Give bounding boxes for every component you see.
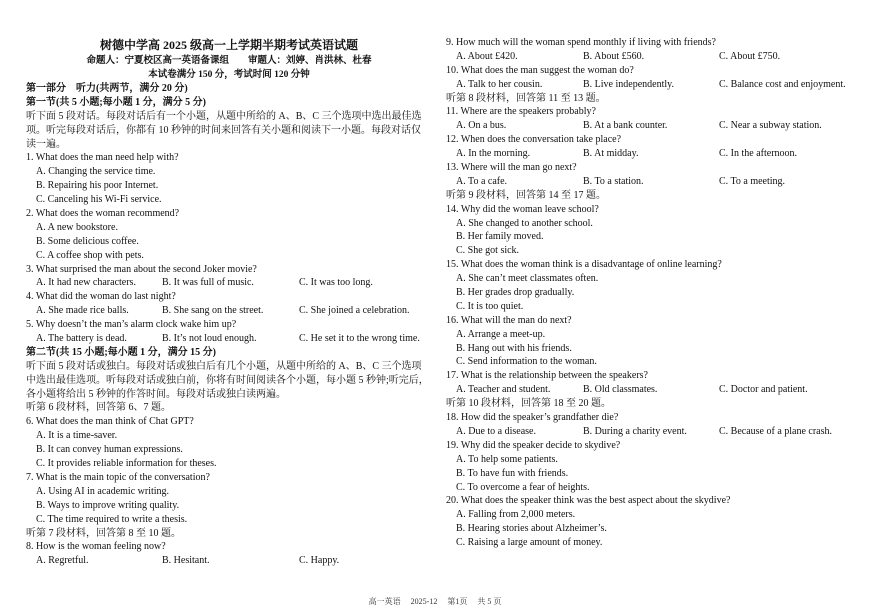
answer-option: B. It’s not loud enough.: [162, 333, 257, 345]
text-line: 4. What did the woman do last night?: [26, 291, 176, 303]
answer-option: C. The time required to write a thesis.: [36, 513, 188, 525]
answer-option: B. Hang out with his friends.: [456, 342, 572, 354]
text-line: 听第 8 段材料，回答第 11 至 13 题。: [446, 92, 606, 104]
answer-option: B. To a station.: [583, 175, 644, 187]
text-line: 18. How did the speaker’s grandfather die?: [446, 412, 619, 424]
exam-authors: 命题人：宁夏校区高一英语备课组 审题人：刘婷、肖洪林、杜春: [86, 56, 372, 66]
footer-date: 2025-12: [410, 597, 438, 606]
text-line: 各小题将给出 5 秒钟的作答时间。每段对话或独白读两遍。: [26, 388, 286, 400]
answer-option: B. Her family moved.: [456, 231, 544, 243]
text-line: 8. How is the woman feeling now?: [26, 541, 166, 553]
answer-option: C. She got sick.: [456, 245, 520, 257]
text-line: 项。听完每段对话后，你都有 10 秒钟的时间来回答有关小题和阅读下一小题。每段对话仅: [26, 124, 421, 136]
answer-option: A. Teacher and student.: [456, 384, 551, 396]
answer-options-row: [26, 554, 434, 568]
text-line: 听下面 5 段对话。每段对话后有一个小题，从题中所给的 A、B、C 三个选项中选出最佳选: [26, 110, 422, 122]
text-line: 9. How much will the woman spend monthly if living with friends?: [446, 37, 716, 48]
text-line: 13. Where will the man go next?: [446, 162, 577, 174]
text-line: 7. What is the main topic of the conversation?: [26, 471, 210, 483]
answer-option: A. It had new characters.: [36, 277, 136, 289]
exam-title: 树德中学高 2025 级高一上学期半期考试英语试题: [99, 38, 358, 52]
answer-option: B. Hesitant.: [162, 555, 210, 567]
text-line: 11. Where are the speakers probably?: [446, 106, 596, 118]
answer-option: A. In the morning.: [456, 148, 531, 160]
answer-option: B. Some delicious coffee.: [36, 235, 139, 247]
answer-option: A. Changing the service time.: [36, 166, 156, 178]
answer-option: C. Doctor and patient.: [719, 384, 808, 396]
answer-options-row: [446, 50, 860, 64]
answer-option: B. Her grades drop gradually.: [456, 287, 575, 299]
answer-option: B. To have fun with friends.: [456, 467, 569, 479]
answer-option: A. To help some patients.: [456, 453, 558, 465]
text-line: 6. What does the man think of Chat GPT?: [26, 416, 194, 428]
answer-option: A. Regretful.: [36, 555, 89, 567]
section-heading: 第一部分 听力(共两节，满分 20 分): [26, 83, 188, 94]
answer-options-row: [26, 332, 434, 346]
text-line: 听第 6 段材料，回答第 6、7 题。: [26, 402, 171, 414]
text-line: 听下面 5 段对话或独白。每段对话或独白后有几个小题，从题中所给的 A、B、C 三个选项: [26, 360, 422, 372]
answer-option: C. To a meeting.: [719, 175, 786, 187]
answer-option: A. Due to a disease.: [456, 425, 536, 437]
section-heading: 第二节(共 15 小题;每小题 1 分，满分 15 分): [26, 346, 216, 358]
text-line: 17. What is the relationship between the speakers?: [446, 370, 648, 382]
answer-option: B. About £560.: [583, 50, 645, 62]
answer-option: A. She changed to another school.: [456, 217, 593, 229]
answer-options-row: [446, 425, 860, 439]
answer-option: C. He set it to the wrong time.: [299, 333, 420, 345]
text-line: 14. Why did the woman leave school?: [446, 203, 599, 215]
answer-option: A. It is a time-saver.: [36, 430, 118, 442]
answer-option: A. Arrange a meet-up.: [456, 328, 546, 340]
answer-option: B. She sang on the street.: [162, 305, 264, 317]
answer-options-row: [26, 276, 434, 290]
answer-option: C. She joined a celebration.: [299, 305, 410, 317]
answer-option: C. Near a subway station.: [719, 120, 822, 132]
answer-option: B. Hearing stories about Alzheimer’s.: [456, 523, 607, 535]
answer-option: A. To a cafe.: [456, 175, 508, 187]
answer-option: B. Live independently.: [583, 78, 674, 90]
answer-option: A. A new bookstore.: [36, 221, 118, 233]
text-line: 中选出最佳选项。听每段对话或独白前，你将有时间阅读各个小题，每小题 5 秒钟;听完后，: [26, 374, 429, 386]
left-column: [26, 82, 434, 568]
answer-option: C. About £750.: [719, 50, 781, 62]
text-line: 听第 9 段材料，回答第 14 至 17 题。: [446, 189, 606, 201]
answer-options-row: [446, 383, 860, 397]
footer-page: 第1页: [447, 597, 468, 606]
footer-subject: 高一英语: [368, 597, 401, 606]
answer-option: A. The battery is dead.: [36, 333, 127, 345]
answer-option: A. She can’t meet classmates often.: [456, 273, 599, 285]
text-line: 听第 7 段材料，回答第 8 至 10 题。: [26, 527, 181, 539]
answer-options-row: [446, 175, 860, 189]
text-line: 2. What does the woman recommend?: [26, 208, 180, 220]
answer-option: B. Old classmates.: [583, 384, 658, 396]
answer-option: A. Falling from 2,000 meters.: [456, 509, 576, 521]
right-column: [446, 36, 860, 550]
page-footer: [0, 596, 870, 607]
answer-option: C. Happy.: [299, 555, 340, 567]
answer-option: C. A coffee shop with pets.: [36, 249, 144, 261]
answer-option: B. Repairing his poor Internet.: [36, 180, 159, 192]
answer-option: C. Raising a large amount of money.: [456, 537, 603, 549]
answer-option: C. Balance cost and enjoyment.: [719, 78, 846, 90]
answer-option: C. It provides reliable information for theses.: [36, 458, 217, 470]
answer-option: A. Talk to her cousin.: [456, 78, 543, 90]
answer-option: C. To overcome a fear of heights.: [456, 481, 590, 493]
answer-option: C. It was too long.: [299, 277, 373, 289]
answer-option: C. Send information to the woman.: [456, 356, 597, 368]
text-line: 15. What does the woman think is a disadvantage of online learning?: [446, 259, 722, 271]
answer-option: B. At midday.: [583, 148, 639, 160]
answer-options-row: [446, 147, 860, 161]
text-line: 12. When does the conversation take place?: [446, 134, 622, 146]
text-line: 20. What does the speaker think was the best aspect about the skydive?: [446, 495, 731, 507]
answer-option: B. Ways to improve writing quality.: [36, 499, 180, 511]
text-line: 10. What does the man suggest the woman do?: [446, 64, 634, 76]
text-line: 16. What will the man do next?: [446, 314, 572, 326]
exam-score-time: 本试卷满分 150 分，考试时间 120 分钟: [148, 70, 310, 80]
answer-options-row: [446, 78, 860, 92]
answer-option: B. It can convey human expressions.: [36, 444, 183, 456]
answer-option: C. In the afternoon.: [719, 148, 798, 160]
footer-total: 共 5 页: [477, 597, 502, 606]
answer-option: B. At a bank counter.: [583, 120, 668, 132]
text-line: 19. Why did the speaker decide to skydive?: [446, 439, 621, 451]
answer-option: C. Because of a plane crash.: [719, 425, 833, 437]
answer-option: A. She made rice balls.: [36, 305, 129, 317]
text-line: 听第 10 段材料，回答第 18 至 20 题。: [446, 398, 611, 410]
answer-option: B. It was full of music.: [162, 277, 254, 289]
answer-option: A. On a bus.: [456, 120, 507, 132]
section-heading: 第一节(共 5 小题;每小题 1 分，满分 5 分): [26, 96, 206, 108]
text-line: 5. Why doesn’t the man’s alarm clock wake him up?: [26, 319, 237, 331]
text-line: 1. What does the man need help with?: [26, 152, 179, 164]
text-line: 读一遍。: [26, 138, 66, 150]
answer-option: B. During a charity event.: [583, 425, 687, 437]
answer-option: C. It is too quiet.: [456, 300, 524, 312]
answer-option: C. Canceling his Wi-Fi service.: [36, 194, 162, 206]
answer-options-row: [26, 304, 434, 318]
answer-option: A. About £420.: [456, 50, 518, 62]
answer-option: A. Using AI in academic writing.: [36, 485, 170, 497]
answer-options-row: [446, 119, 860, 133]
text-line: 3. What surprised the man about the second Joker movie?: [26, 263, 257, 275]
